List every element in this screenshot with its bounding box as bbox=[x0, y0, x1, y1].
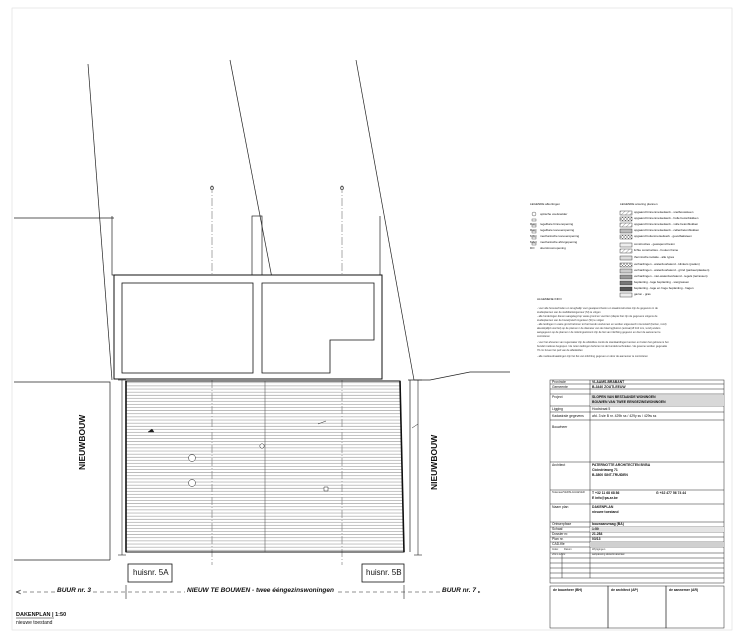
tb-rev-desc: aanpassing afwerkmateriaal bbox=[592, 553, 625, 556]
tb-rev-desc-header: Wijzigingen bbox=[592, 548, 606, 551]
tb-value-architect-2: Cicindriaweg 71 bbox=[592, 468, 618, 472]
legend-left-item: optische voelsnelder bbox=[540, 212, 568, 216]
legend-right-item: opgaand buitenmetselwerk - gevelbaksteen bbox=[634, 234, 692, 238]
signature-aannemer: de aannemer (AR) bbox=[669, 588, 699, 592]
center-banner-label: NIEUW TE BOUWEN - twee ééngezinswoningen bbox=[187, 587, 334, 594]
legend-left-item: regelbare binnenopening bbox=[540, 222, 574, 226]
tb-plan-name-2: nieuwe toestand bbox=[592, 510, 619, 514]
tb-value-project: SLOPEN VAN BESTAANDE WONINGEN bbox=[592, 395, 656, 399]
note-line: aangegeven op de plannen / de rioleringsstroomt zijn de fiet van inlichting gegeven en door de aannemer te bbox=[537, 331, 661, 334]
tb-label-gemeente: Gemeente bbox=[552, 384, 568, 389]
tb-meta-label: Schaal bbox=[552, 527, 563, 531]
tb-value-kadaster: afd. 3 sie B nr. 429b ss / 429y ss / 429w ss bbox=[592, 413, 657, 418]
legend-right-item: thermische isolatie - alle types bbox=[634, 255, 675, 259]
unit-b-label: huisnr. 5B bbox=[366, 568, 402, 577]
legend-right-item: gazon - gras bbox=[634, 292, 651, 296]
legend-right-item: lichte constructies - houten frame bbox=[634, 248, 679, 252]
nieuwbouw-right-label: NIEUWBOUW bbox=[429, 434, 439, 490]
signature-bouwheer: de bouwheer (BH) bbox=[553, 588, 583, 592]
tb-label-ligging: Ligging bbox=[552, 406, 563, 411]
tb-label-architect: Architect bbox=[552, 463, 566, 467]
legend-left-item: doorstroomopening bbox=[540, 246, 566, 250]
upper-walls bbox=[112, 216, 380, 276]
legend-left-item: regelbare toevoeropening bbox=[540, 228, 575, 232]
unit-a-label: huisnr. 5A bbox=[133, 568, 169, 577]
legend-right-item: verhardingen - niet-waterdoorlatend - tegels (terrassen) bbox=[634, 274, 708, 278]
tb-value-gemeente: B-3440 ZOUTLEEUW bbox=[592, 384, 626, 389]
tb-rev-date-header: Datum bbox=[564, 548, 572, 551]
note-line: studieplannen van de bouwfysisch ingenieur (SI) te volgen bbox=[537, 319, 605, 322]
legend-right-item: opgaand binnenmetselwerk - cellenbetonblokken bbox=[634, 228, 700, 232]
legend-left-code: RAO bbox=[530, 222, 537, 226]
tb-value-ligging: Hoolstraat 5 bbox=[592, 406, 611, 411]
tb-rev-index-header: Index bbox=[552, 548, 559, 551]
note-line: - alle funderingen dienen aangelegd op vaste grond en voorzien (diepte hiet zijn de gegevens volgens de bbox=[537, 315, 658, 318]
legend-left-code: DO bbox=[530, 246, 535, 250]
tb-meta-label: Dossier nr. bbox=[552, 532, 569, 536]
tb-value-phone: T +32 11 68 68 86 bbox=[592, 491, 620, 495]
buur-right-label: BUUR nr. 7 bbox=[442, 587, 476, 594]
tb-label-project: Project bbox=[552, 395, 563, 399]
note-line: - voor alle hoovoerhoden en terughalijn voor gewapend beton en staalconstructies zijn de gegevens in de bbox=[537, 307, 658, 310]
legend-right-item: verhardingen - waterdoorlatend - grind (parkeerplaatsen) bbox=[634, 268, 710, 272]
tb-meta-value: 1:50 bbox=[592, 527, 599, 531]
nieuwbouw-left-label: NIEUWBOUW bbox=[77, 414, 87, 470]
tb-value-architect: PATERNOTTE ARCHITECTEN BVBA bbox=[592, 463, 651, 467]
note-line: - alle leidingen in vaste grond behoren tot het bereik voorkomen en worden uitgevoerd in kunststof (buizen, rond) bbox=[537, 323, 667, 326]
tb-meta-value: 03/13 bbox=[592, 537, 601, 541]
tb-label-provincie: Provincie bbox=[552, 379, 566, 384]
tb-meta-value: 21.284 bbox=[592, 532, 603, 536]
legend-right-item: beplanting - lage en hoge beplanting - hagen bbox=[634, 286, 694, 290]
tb-plan-name: DAKENPLAN bbox=[592, 505, 614, 509]
tb-value-provincie: VLAAMS-BRABANT bbox=[592, 379, 625, 384]
note-line: bundel roetkous begrepen / de ruiten leidingen behoren tot de bundels technieken / de gewone worden gegevalte bbox=[537, 345, 668, 348]
note-line: - voor het afvoeren van regenwater zijn de afsluitlies conds de standaardingen kennen en buiten het gebouw is het bbox=[537, 341, 669, 344]
roof-plan bbox=[126, 381, 404, 552]
note-line: studieplannen van de stabiliteitsingenieur (SI) te volgen bbox=[537, 311, 601, 314]
tb-meta-label: Ontwerpfase bbox=[552, 522, 572, 526]
page-title: DAKENPLAN | 1:50 bbox=[16, 612, 67, 618]
legend-right-swatches bbox=[620, 211, 632, 297]
buur-left-label: BUUR nr. 3 bbox=[57, 587, 91, 594]
tb-meta-value: bouwaanvraag (BA) bbox=[592, 522, 624, 526]
tb-value-project-2: BOUWEN VAN TWEE EENGEZINSWONINGEN bbox=[592, 400, 666, 404]
legend-right-title: LEGENDE arcering plannen bbox=[620, 202, 658, 206]
note-line: 70 cm boven het peil van de afleidelden bbox=[537, 349, 583, 352]
legend-left-code: RAO bbox=[530, 228, 537, 232]
tb-label-tekenaar: Tekenaar/VERSLAGGEVER bbox=[552, 491, 585, 494]
tb-meta-label: Plan nr. bbox=[552, 537, 564, 541]
legend-left-code: MTO bbox=[530, 234, 537, 238]
tb-label-plan-name: Naam plan bbox=[552, 505, 569, 509]
legend-right-item: opgaand binnenmetselwerk - snelbouwsteen bbox=[634, 210, 694, 214]
legend-right-item: opgaand binnenmetselwerk - holle betonblokken bbox=[634, 216, 699, 220]
tb-meta-label: CAD-file bbox=[552, 542, 565, 546]
note-line: controleren bbox=[537, 335, 550, 338]
signature-architect: de architect (AP) bbox=[611, 588, 638, 592]
upper-building bbox=[114, 275, 382, 379]
legend-right-item: beplanting - lage beplanting - siergrassen bbox=[634, 280, 690, 284]
legend-right-item: opgaand binnenmetselwerk - volle betonblokken bbox=[634, 222, 699, 226]
tb-rev-date: 2021-12-22 bbox=[552, 553, 566, 556]
notes-title: ALGEMENE INFO bbox=[537, 297, 562, 301]
tb-label-bouwheer: Bouwheer bbox=[552, 425, 568, 429]
page-subtitle: nieuwe toestand bbox=[16, 620, 53, 626]
legend-left-title: LEGENDE afkortingen bbox=[530, 202, 561, 206]
note-line: - alle roetkoudmaattingen zijn het fiet van inlichting gegeven en door de aannemer te controleren bbox=[537, 355, 648, 358]
titleblock-frame bbox=[550, 380, 724, 583]
tb-label-kadaster: Kadastrale gegevens bbox=[552, 413, 584, 418]
tb-value-gsm: G +32 477 56 74 44 bbox=[656, 491, 687, 495]
note-line: alsook(altijd voorziet) op de plannen / de diameter van de riolering(buizen (extraai) Ø 110 mm, tenzij anders bbox=[537, 327, 661, 330]
tb-value-email: E info@pa-ar.be bbox=[592, 496, 618, 500]
legend-left-item: mechanische toevoeropening bbox=[540, 234, 580, 238]
legend-left-item: mechanische afzuigopening bbox=[540, 240, 578, 244]
legend-left-code: MAO bbox=[530, 240, 537, 244]
legend-right-item: constructies - gewapend beton bbox=[634, 242, 675, 246]
tb-value-architect-3: B-3800 SINT-TRUIDEN bbox=[592, 473, 628, 477]
legend-right-item: verhardingen - waterdoorlatend - klinkers (paden) bbox=[634, 262, 700, 266]
